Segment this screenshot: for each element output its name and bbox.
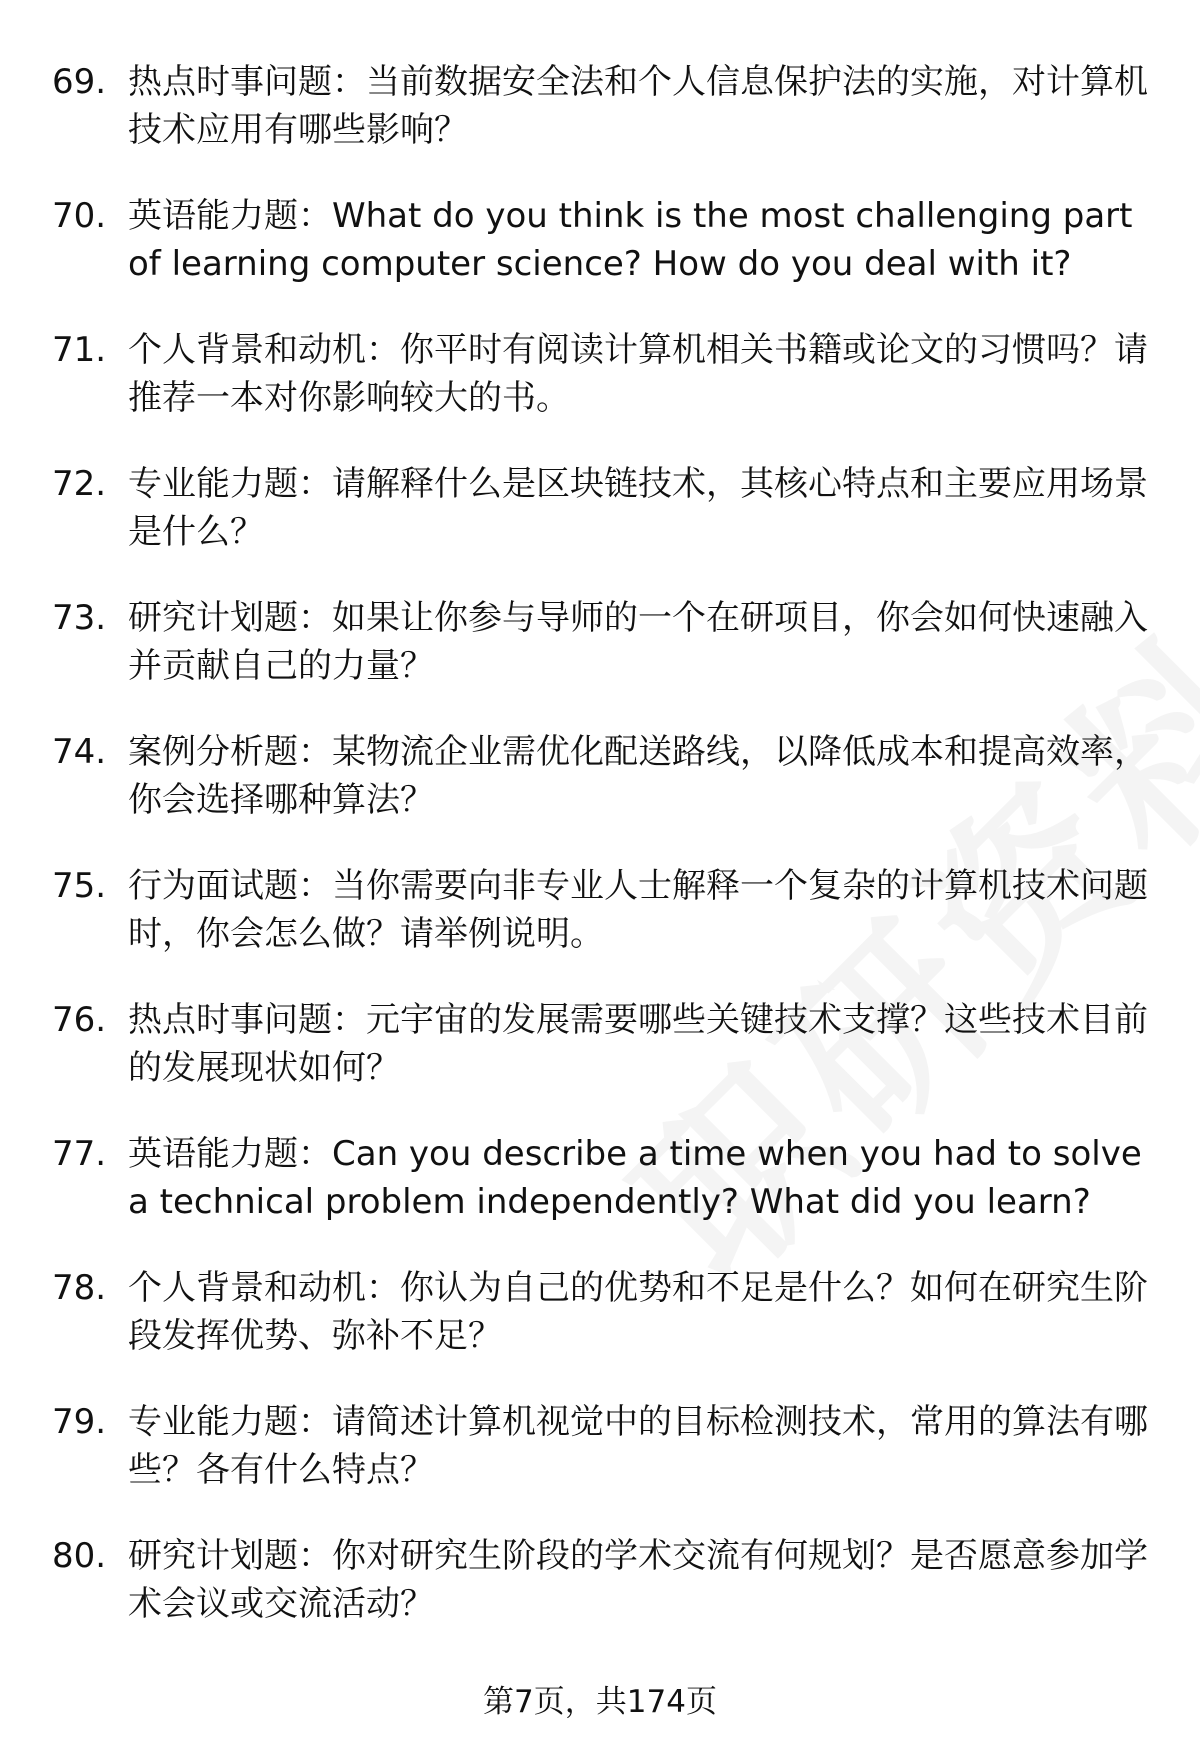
question-number: 71. [52, 330, 107, 370]
question-number: 79. [52, 1402, 107, 1442]
question-text: 个人背景和动机：你平时有阅读计算机相关书籍或论文的习惯吗？请推荐一本对你影响较大的书。 [128, 330, 1148, 418]
question-list [0, 58, 1200, 1666]
question-number: 74. [52, 732, 107, 772]
list-item [0, 58, 1200, 154]
question-text: 研究计划题：你对研究生阶段的学术交流有何规划？是否愿意参加学术会议或交流活动？ [128, 1536, 1148, 1624]
question-number: 80. [52, 1536, 107, 1576]
question-text: 案例分析题：某物流企业需优化配送路线，以降低成本和提高效率，你会选择哪种算法？ [128, 732, 1148, 820]
list-item [0, 1264, 1200, 1360]
question-text: 专业能力题：请简述计算机视觉中的目标检测技术，常用的算法有哪些？各有什么特点？ [128, 1402, 1148, 1490]
question-number: 77. [52, 1134, 107, 1174]
list-item [0, 1398, 1200, 1494]
list-item [0, 728, 1200, 824]
page-footer: 第7页，共174页 [483, 1684, 717, 1720]
question-number: 78. [52, 1268, 107, 1308]
question-number: 76. [52, 1000, 107, 1040]
question-text: 热点时事问题：元宇宙的发展需要哪些关键技术支撑？这些技术目前的发展现状如何？ [128, 1000, 1148, 1088]
question-text: 英语能力题：Can you describe a time when you had to solve a technical problem independently? What did you learn? [128, 1134, 1142, 1222]
list-item [0, 862, 1200, 958]
question-number: 70. [52, 196, 107, 236]
list-item [0, 594, 1200, 690]
list-item [0, 1130, 1200, 1226]
list-item [0, 1532, 1200, 1628]
list-item [0, 460, 1200, 556]
list-item [0, 996, 1200, 1092]
question-number: 73. [52, 598, 107, 638]
question-text: 个人背景和动机：你认为自己的优势和不足是什么？如何在研究生阶段发挥优势、弥补不足？ [128, 1268, 1148, 1356]
question-text: 研究计划题：如果让你参与导师的一个在研项目，你会如何快速融入并贡献自己的力量？ [128, 598, 1148, 686]
question-text: 英语能力题：What do you think is the most challenging part of learning computer science? How do you deal with it? [128, 196, 1133, 284]
list-item [0, 326, 1200, 422]
list-item [0, 192, 1200, 288]
question-number: 75. [52, 866, 107, 906]
question-number: 69. [52, 62, 107, 102]
question-text: 专业能力题：请解释什么是区块链技术，其核心特点和主要应用场景是什么？ [128, 464, 1148, 552]
question-number: 72. [52, 464, 107, 504]
question-text: 热点时事问题：当前数据安全法和个人信息保护法的实施，对计算机技术应用有哪些影响？ [128, 62, 1148, 150]
question-text: 行为面试题：当你需要向非专业人士解释一个复杂的计算机技术问题时，你会怎么做？请举例说明。 [128, 866, 1148, 954]
